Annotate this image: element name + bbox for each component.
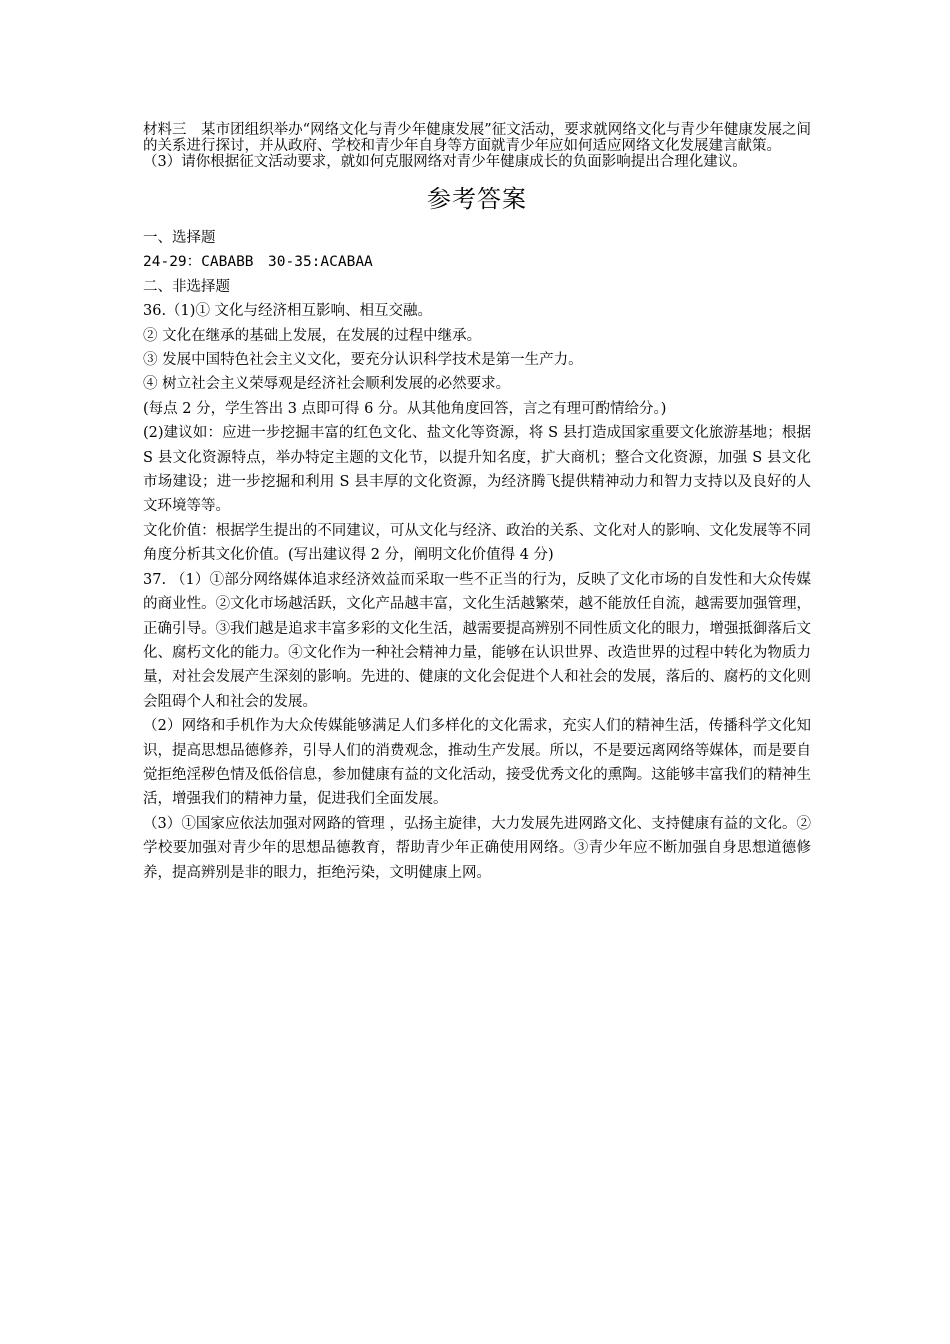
q36-scoring-note: (每点 2 分，学生答出 3 点即可得 6 分。从其他角度回答，言之有理可酌情给分。): [143, 400, 667, 417]
q37-part-1: 37. （1）①部分网络媒体追求经济效益而采取一些不正当的行为，反映了文化市场的自发性和大众传媒的商业性。②文化市场越活跃，文化产品越丰富，文化生活越繁荣，越不能放任自流，越需要加强管理，正确引导。③我们越是追求丰富多彩的文化生活，越需要提高辨别不同性质文化的眼力，增强抵御落后文化、腐朽文化的能力。④文化作为一种社会精神力量，能够在认识世界、改造世界的过程中转化为物质力量，对社会发展产生深刻的影响。先进的、健康的文化会促进个人和社会的发展，落后的、腐朽的文化则会阻碍个人和社会的发展。: [143, 571, 811, 710]
q36-part-2-suggestion: (2)建议如：应进一步挖掘丰富的红色文化、盐文化等资源，将 S 县打造成国家重要文化旅游基地；根据 S 县文化资源特点，举办特定主题的文化节，以提升知名度，扩大商机；整合文化资源，加强 S 县文化市场建设；进一步挖掘和利用 S 县丰厚的文化资源，为经济腾飞提供精神动力和智力支持以及良好的人文环境等等。: [143, 425, 811, 515]
section-choice-heading: 一、选择题: [143, 230, 216, 246]
material-three-paragraph: 材料三 某市团组织举办“网络文化与青少年健康发展”征文活动，要求就网络文化与青少年健康发展之间的关系进行探讨，并从政府、学校和青少年自身等方面就青少年应如何适应网络文化发展建言献策。: [143, 122, 811, 154]
q37-part-3: （3）①国家应依法加强对网路的管理 ，弘扬主旋律，大力发展先进网路文化、支持健康有益的文化。②学校要加强对青少年的思想品德教育，帮助青少年正确使用网络。③青少年应不断加强自身思想道德修养，提高辨别是非的眼力，拒绝污染，文明健康上网。: [143, 815, 811, 881]
document-page: [143, 122, 811, 885]
q36-point-1: 36.（1)① 文化与经济相互影响、相互交融。: [143, 303, 433, 320]
answer-title: 参考答案: [427, 185, 527, 213]
q36-point-3: ③ 发展中国特色社会主义文化，要充分认识科学技术是第一生产力。: [143, 352, 583, 369]
q36-cultural-value: 文化价值：根据学生提出的不同建议，可从文化与经济、政治的关系、文化对人的影响、文化发展等不同角度分析其文化价值。(写出建议得 2 分，阐明文化价值得 4 分): [143, 522, 811, 564]
q36-point-2: ② 文化在继承的基础上发展，在发展的过程中继承。: [143, 327, 482, 344]
q37-part-2: （2）网络和手机作为大众传媒能够满足人们多样化的文化需求，充实人们的精神生活，传播科学文化知识，提高思想品德修养，引导人们的消费观念，推动生产发展。所以，不是要远离网络等媒体，而是要自觉拒绝淫秽色情及低俗信息，参加健康有益的文化活动，接受优秀文化的熏陶。这能够丰富我们的精神生活，增强我们的精神力量，促进我们全面发展。: [143, 718, 811, 808]
choice-answers: 24-29：CABABB 30-35:ACABAA: [143, 254, 373, 271]
section-nonchoice-heading: 二、非选择题: [143, 278, 230, 295]
material-question-3: （3）请你根据征文活动要求，就如何克服网络对青少年健康成长的负面影响提出合理化建议。: [143, 154, 747, 170]
q36-point-4: ④ 树立社会主义荣辱观是经济社会顺利发展的必然要求。: [143, 376, 511, 393]
